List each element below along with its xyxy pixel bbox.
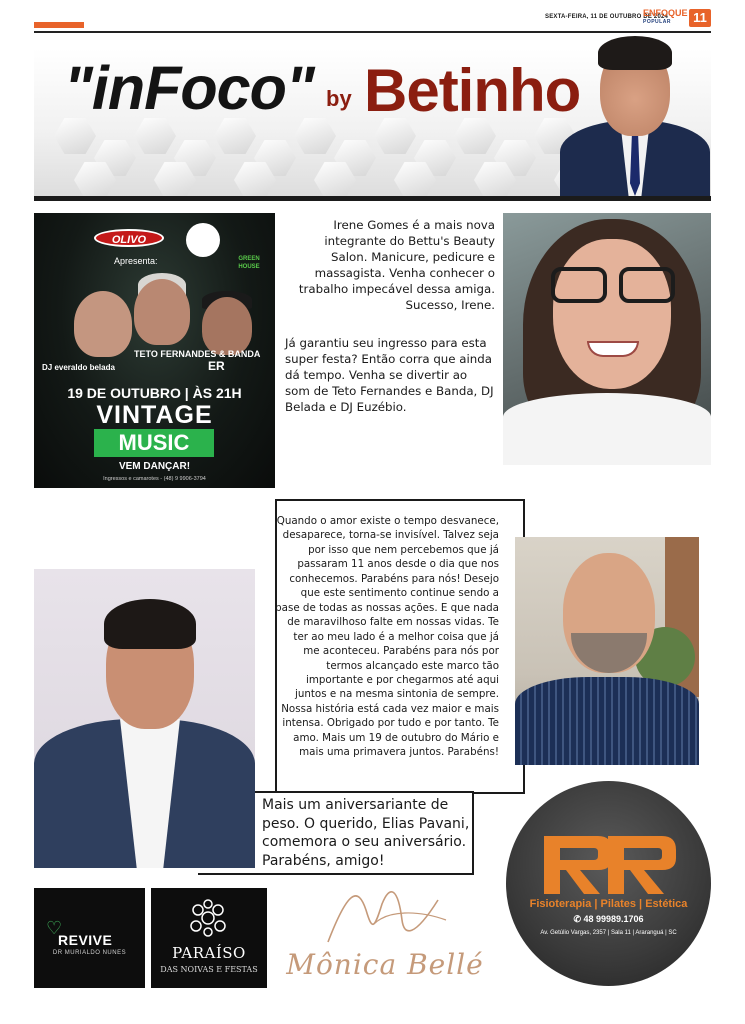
event-headline-music: MUSIC	[94, 429, 214, 457]
clinic-logo-icon	[186, 223, 220, 257]
rr-phone: ✆ 48 99989.1706	[573, 914, 644, 924]
author-photo-hair	[598, 36, 672, 70]
performer-photo	[134, 279, 190, 345]
poster-presents: Apresenta:	[114, 256, 158, 266]
brand-subname: POPULAR	[643, 19, 671, 25]
event-tickets: Ingressos e camarotes - (48) 9 9906-3794	[103, 476, 206, 482]
dj-name: DJ everaldo belada	[42, 363, 115, 372]
elias-photo	[34, 569, 255, 868]
issue-date: SEXTA-FEIRA, 11 DE OUTUBRO DE 2024	[545, 14, 669, 20]
performer-photo	[74, 291, 132, 357]
event-poster	[34, 213, 275, 488]
mario-photo	[515, 537, 699, 765]
brand-name: ENFOQUE	[643, 8, 688, 18]
header-accent-bar	[34, 22, 84, 28]
event-call: VEM DANÇAR!	[118, 461, 191, 472]
paraiso-sub: DAS NOIVAS E FESTAS	[160, 965, 258, 974]
event-date: 19 DE OUTUBRO | ÀS 21H	[67, 385, 242, 401]
column-by: by	[326, 86, 352, 111]
header-rule	[34, 31, 711, 33]
irene-photo	[503, 213, 711, 465]
love-message: Quando o amor existe o tempo desvanece, desaparece, torna-se invisível. Talvez seja por isso que nem percebemos que já passaram 11 anos desde o dia que nos conhecemos. Parabéns para nós! Desejo que este sentimento continue sendo a base de todas as nossas ações. E que nada de maravilhoso falte em nossas vidas. Te ter ao meu lado é a melhor coisa que já me aconteceu. Parabéns para nós por termos alcançado este marco tão importante e por chegarmos até aqui juntos e na mesma sintonia de sempre. Nossa história está cada vez maior e mais intensa. Obrigado por tudo e por tanto. Te amo. Mais um 19 de outubro do Mário e mais uma primavera juntos. Parabéns!	[275, 515, 499, 759]
birthday-message: Mais um aniversariante de peso. O querido, Elias Pavani, comemora o seu aniversário. Parabéns, amigo!	[262, 797, 470, 869]
heart-plus-icon: ♡	[46, 918, 63, 938]
banner-bottom-rule	[34, 196, 711, 201]
column-title: "inFoco"	[64, 54, 314, 122]
page-number: 11	[689, 9, 711, 27]
rr-services: Fisioterapia | Pilates | Estética	[529, 898, 688, 910]
sponsor-logo: OLIVO	[94, 229, 164, 247]
flower-icon	[184, 898, 232, 938]
column-author: Betinho	[364, 57, 581, 124]
green-house-logo: GREEN HOUSE	[238, 256, 260, 270]
festa-article: Já garantiu seu ingresso para esta super festa? Então corra que ainda dá tempo. Venha se divertir ao som de Teto Fernandes e Banda, DJ Belada e DJ Euzébio.	[285, 336, 494, 414]
paraiso-name: PARAÍSO	[172, 944, 246, 962]
performer-photo	[202, 297, 252, 355]
rr-address: Av. Getúlio Vargas, 2357 | Sala 11 | Araranguá | SC	[540, 930, 677, 936]
irene-article: Irene Gomes é a mais nova integrante do Bettu's Beauty Salon. Manicure, pedicure e massagista. Venha conhecer o trabalho impecável dessa amiga. Sucesso, Irene.	[298, 218, 495, 312]
monica-name: Mônica Bellé	[286, 948, 484, 981]
revive-sub: DR MURIALDO NUNES	[52, 950, 127, 956]
band-name: TETO FERNANDES & BANDA	[134, 349, 261, 359]
revive-name: REVIVE	[58, 932, 113, 948]
monica-monogram-icon	[318, 880, 458, 950]
event-headline: VINTAGE	[96, 401, 213, 429]
rr-logo-icon	[540, 832, 680, 898]
dj-logo: ER	[208, 359, 225, 373]
